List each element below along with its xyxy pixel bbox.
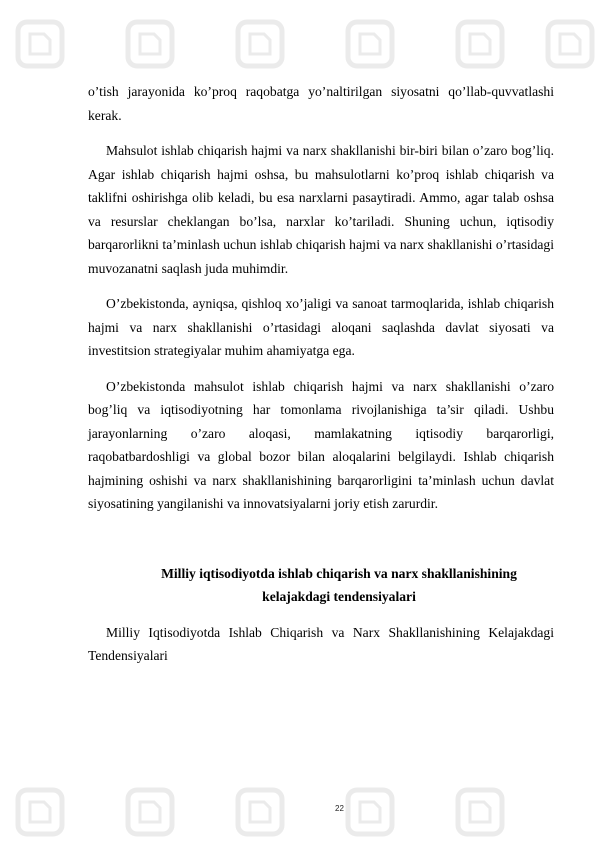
- paragraph-continuation: o’tish jarayonida ko’proq raqobatga yo’naltirilgan siyosatni qo’llab-quvvatlashi kerak.: [88, 84, 554, 123]
- paragraph-production-price-relation: Mahsulot ishlab chiqarish hajmi va narx shakllanishi bir-biri bilan o’zaro bog’liq. Agar ishlab chiqarish hajmi oshsa, bu mahsulotlarni ko’proq ishlab chiqarish va taklifni oshirishga olib keladi, bu esa narxlarni pasaytiradi. Ammo, agar talab oshsa va resurslar cheklangan bo’lsa, narxlar ko’tariladi. Shuning uchun, iqtisodiy barqarorlikni ta’minlash uchun ishlab chiqarish hajmi va narx shakllanishi o’rtasidagi muvozanatni saqlash juda muhimdir.: [88, 143, 554, 276]
- page-number: 22: [335, 804, 344, 813]
- paragraph-uzbekistan-economy: O’zbekistonda mahsulot ishlab chiqarish hajmi va narx shakllanishi o’zaro bog’liq va iqtisodiyotning har tomonlama rivojlanishiga ta’sir qiladi. Ushbu jarayonlarning o’zaro aloqasi, mamlakatning iqtisodiy barqarorligi, raqobatbardoshligi va global bozor bilan aloqalarini belgilaydi. Ishlab chiqarish hajmining oshishi va narx shakllanishining barqarorligini ta’minlash uchun davlat siyosatining yangilanishi va innovatsiyalarni joriy etish zarurdir.: [88, 378, 554, 511]
- section-heading-line-2: kelajakdagi tendensiyalari: [262, 589, 416, 604]
- page-body: [88, 80, 554, 668]
- paragraph-uzbekistan-sectors: O’zbekistonda, ayniqsa, qishloq xo’jaligi va sanoat tarmoqlarida, ishlab chiqarish hajmi va narx shakllanishi o’rtasidagi aloqani saqlashda davlat siyosati va investitsion strategiyalar muhim ahamiyatga ega.: [88, 296, 554, 358]
- paragraph-section-title-repeat: Milliy Iqtisodiyotda Ishlab Chiqarish va Narx Shakllanishining Kelajakdagi Tendensiyalari: [88, 624, 554, 663]
- section-heading-line-1: Milliy iqtisodiyotda ishlab chiqarish va narx shakllanishining: [161, 565, 517, 581]
